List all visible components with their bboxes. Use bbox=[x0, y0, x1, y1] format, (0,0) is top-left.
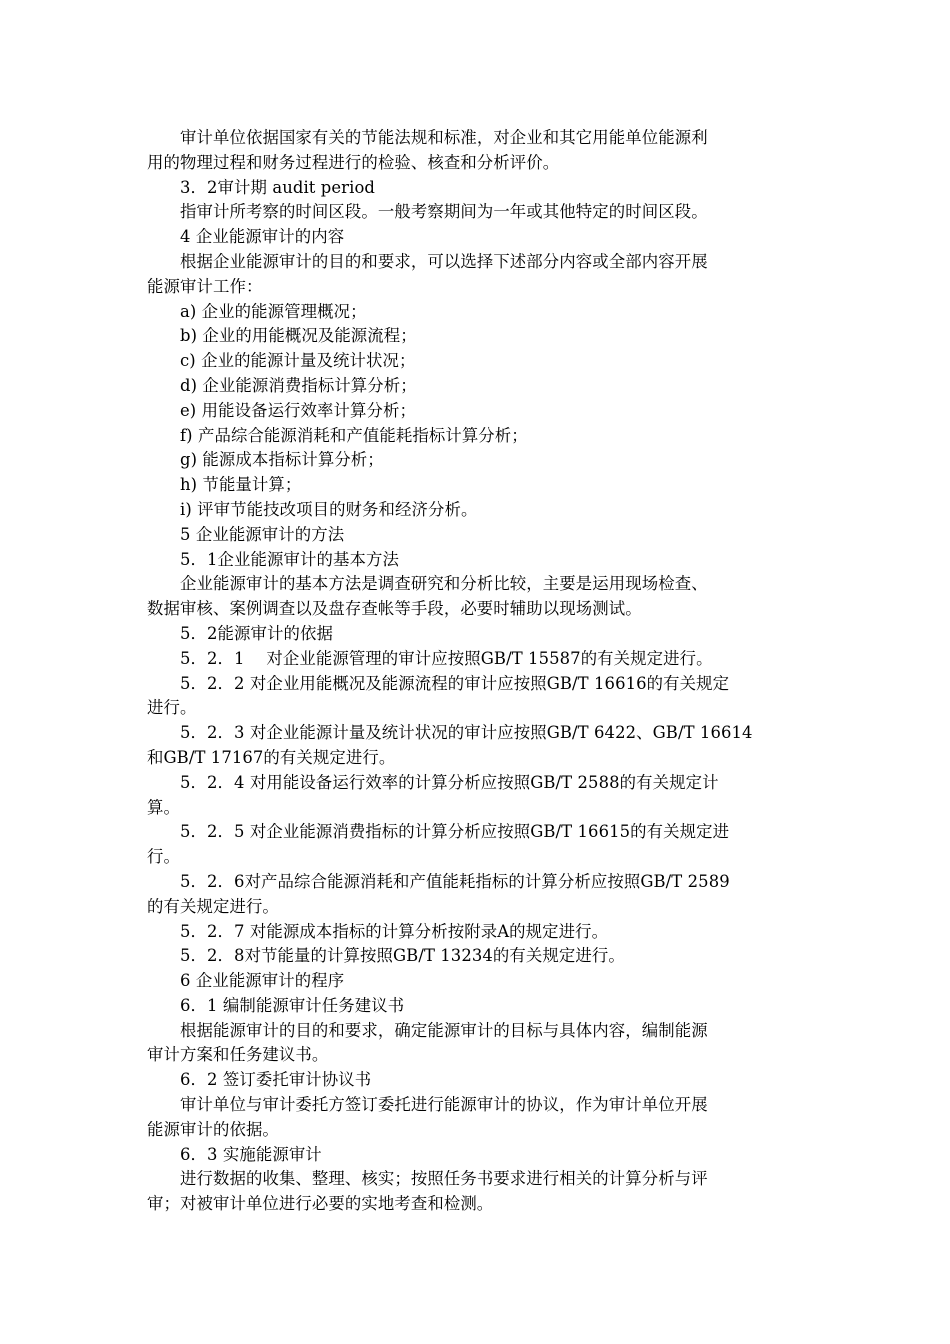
text-line: 算。 bbox=[147, 797, 180, 817]
text-line: 能源审计工作： bbox=[147, 276, 263, 296]
text-line: 审计单位与审计委托方签订委托进行能源审计的协议，作为审计单位开展 bbox=[180, 1095, 708, 1115]
text-line: 5．2．7 对能源成本指标的计算分析按附录A的规定进行。 bbox=[180, 921, 609, 941]
text-line: 6．1 编制能源审计任务建议书 bbox=[180, 995, 405, 1015]
text-line: 5．1企业能源审计的基本方法 bbox=[180, 549, 399, 569]
text-line: 根据企业能源审计的目的和要求，可以选择下述部分内容或全部内容开展 bbox=[180, 251, 708, 271]
text-line: c) 企业的能源计量及统计状况； bbox=[180, 351, 416, 371]
text-line: 进行数据的收集、整理、核实；按照任务书要求进行相关的计算分析与评 bbox=[180, 1169, 708, 1189]
text-line: 数据审核、案例调查以及盘存查帐等手段，必要时辅助以现场测试。 bbox=[147, 599, 642, 619]
text-line: 行。 bbox=[147, 847, 180, 867]
text-line: 5．2．1 对企业能源管理的审计应按照GB/T 15587的有关规定进行。 bbox=[180, 648, 713, 668]
text-line: 进行。 bbox=[147, 698, 197, 718]
text-line: 5．2．5 对企业能源消费指标的计算分析应按照GB/T 16615的有关规定进 bbox=[180, 822, 730, 842]
text-line: b) 企业的用能概况及能源流程； bbox=[180, 326, 417, 346]
text-line: i) 评审节能技改项目的财务和经济分析。 bbox=[180, 499, 478, 519]
text-line: 指审计所考察的时间区段。一般考察期间为一年或其他特定的时间区段。 bbox=[180, 202, 708, 222]
text-line: d) 企业能源消费指标计算分析； bbox=[180, 375, 417, 395]
text-line: 根据能源审计的目的和要求，确定能源审计的目标与具体内容，编制能源 bbox=[180, 1020, 708, 1040]
text-line: h) 节能量计算； bbox=[180, 475, 302, 495]
text-line: 的有关规定进行。 bbox=[147, 896, 279, 916]
text-line: 和GB/T 17167的有关规定进行。 bbox=[147, 747, 396, 767]
text-line: 6．3 实施能源审计 bbox=[180, 1144, 322, 1164]
text-line: 6 企业能源审计的程序 bbox=[180, 971, 345, 991]
text-line: 审计方案和任务建议书。 bbox=[147, 1045, 329, 1065]
text-line: g) 能源成本指标计算分析； bbox=[180, 450, 384, 470]
text-line: a) 企业的能源管理概况； bbox=[180, 301, 367, 321]
text-line: 4 企业能源审计的内容 bbox=[180, 227, 345, 247]
text-line: 5．2．8对节能量的计算按照GB/T 13234的有关规定进行。 bbox=[180, 946, 625, 966]
text-line: 5．2．6对产品综合能源消耗和产值能耗指标的计算分析应按照GB/T 2589 bbox=[180, 871, 730, 891]
text-line: 审计单位依据国家有关的节能法规和标准，对企业和其它用能单位能源利 bbox=[180, 128, 708, 147]
text-line: 6．2 签订委托审计协议书 bbox=[180, 1070, 372, 1090]
text-line: 3．2审计期 audit period bbox=[180, 177, 376, 197]
text-line: 能源审计的依据。 bbox=[147, 1119, 279, 1139]
text-line: e) 用能设备运行效率计算分析； bbox=[180, 400, 416, 420]
text-line: 用的物理过程和财务过程进行的检验、核查和分析评价。 bbox=[147, 152, 560, 172]
text-line: 5．2．3 对企业能源计量及统计状况的审计应按照GB/T 6422、GB/T 16614 bbox=[180, 723, 753, 743]
text-line: 5．2．2 对企业用能概况及能源流程的审计应按照GB/T 16616的有关规定 bbox=[180, 673, 730, 693]
document-body bbox=[147, 126, 810, 1217]
text-line: 审；对被审计单位进行必要的实地考查和检测。 bbox=[147, 1194, 494, 1214]
text-line: 5．2．4 对用能设备运行效率的计算分析应按照GB/T 2588的有关规定计 bbox=[180, 772, 719, 792]
text-line: 5 企业能源审计的方法 bbox=[180, 524, 345, 544]
text-line: f) 产品综合能源消耗和产值能耗指标计算分析； bbox=[180, 425, 528, 445]
text-line: 5．2能源审计的依据 bbox=[180, 623, 333, 643]
text-line: 企业能源审计的基本方法是调查研究和分析比较，主要是运用现场检查、 bbox=[180, 574, 708, 594]
